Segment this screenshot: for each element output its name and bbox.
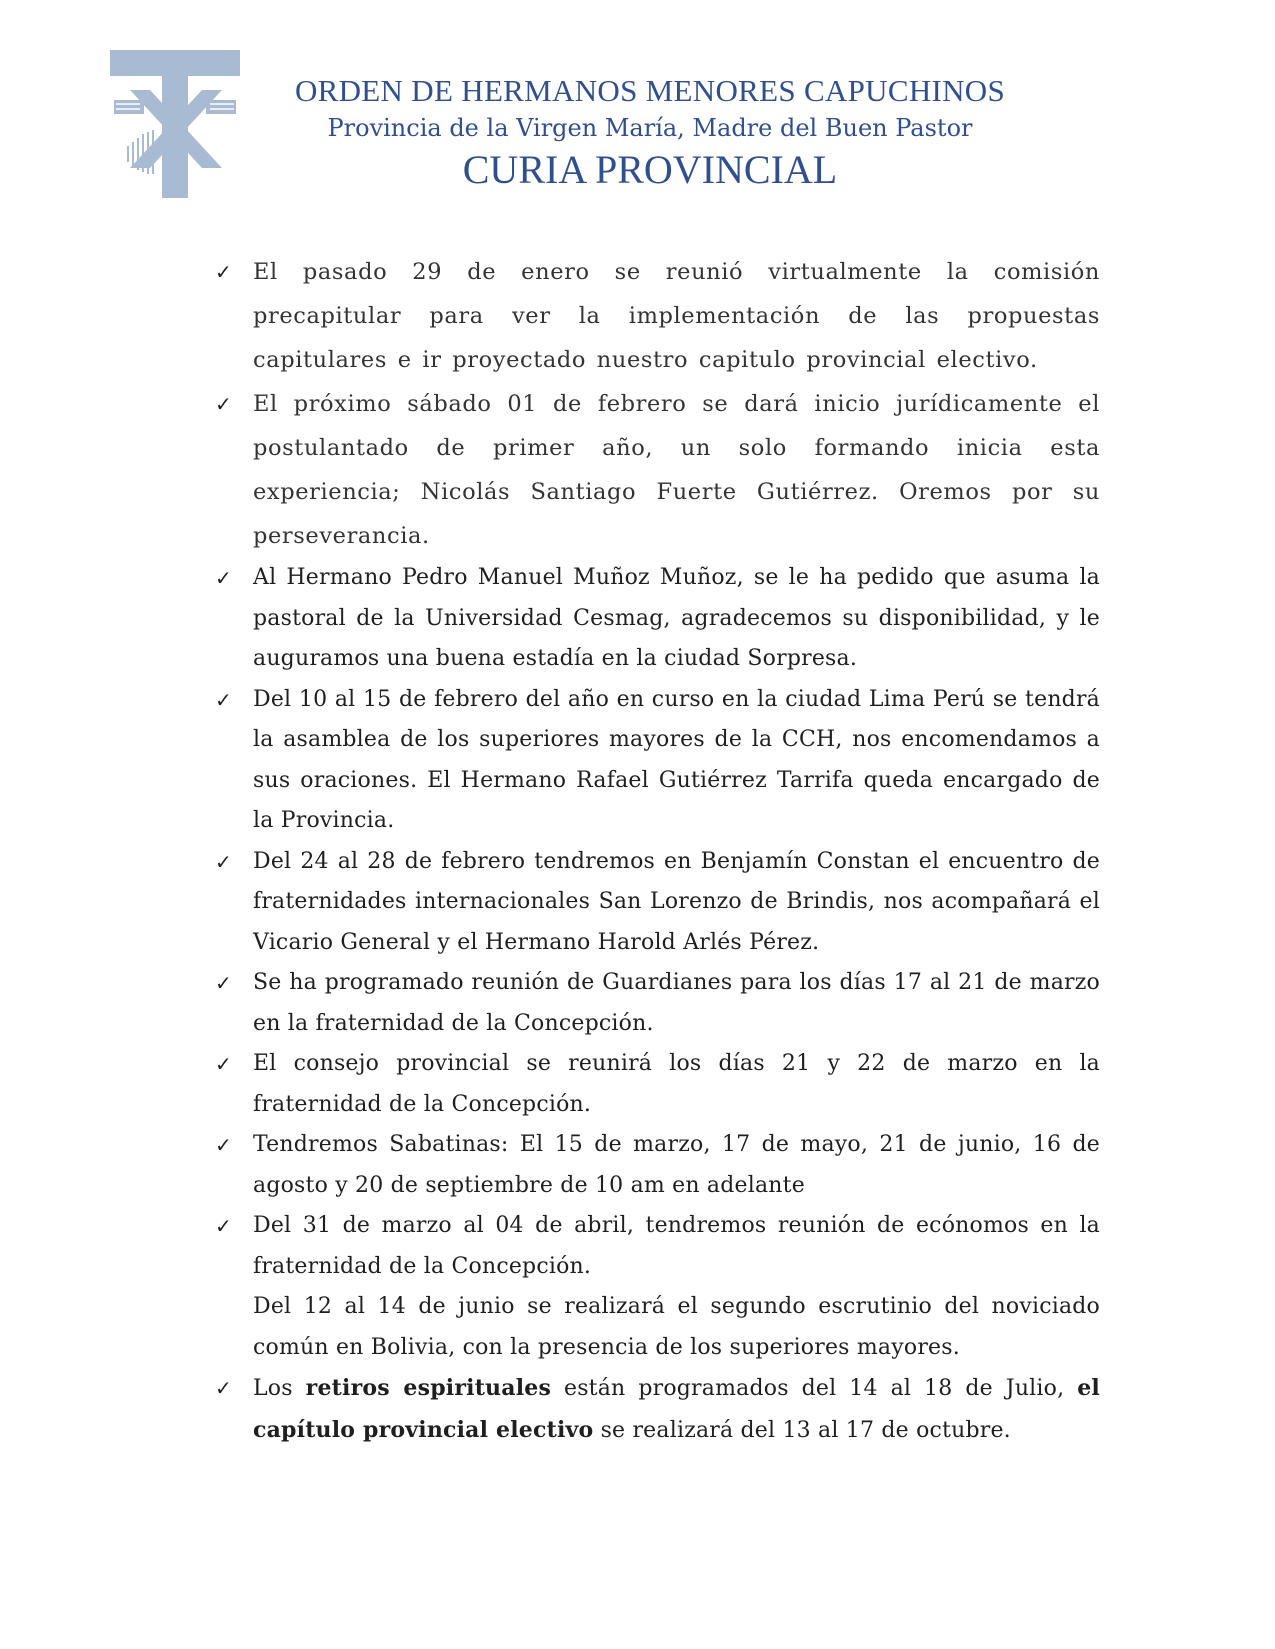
check-icon: ✓: [215, 1133, 232, 1157]
list-item-text: Se ha programado reunión de Guardianes para los días 17 al 21 de marzo en la fraternidad de la Concepción.: [253, 970, 1100, 1036]
order-name: ORDEN DE HERMANOS MENORES CAPUCHINOS: [294, 73, 1006, 108]
announcement-list: [215, 250, 1100, 1451]
list-item: [215, 250, 1100, 382]
list-item: [215, 1206, 1100, 1287]
check-icon: ✓: [215, 849, 232, 874]
list-item: [215, 963, 1100, 1044]
list-item-text: Del 31 de marzo al 04 de abril, tendremos reunión de ecónomos en la fraternidad de la Concepción.: [253, 1213, 1100, 1279]
last-item-text-3: se realizará del 13 al 17 de octubre.: [593, 1417, 1011, 1443]
list-item-text: El consejo provincial se reunirá los días 21 y 22 de marzo en la fraternidad de la Concepción.: [253, 1051, 1100, 1117]
check-icon: ✓: [215, 260, 233, 284]
list-item: [215, 558, 1100, 680]
last-item-bold-2: el capítulo provincial electivo: [253, 1375, 1100, 1443]
last-item-bold-1: retiros espirituales: [305, 1375, 552, 1401]
list-item: [215, 842, 1100, 964]
check-icon: ✓: [215, 971, 232, 995]
list-item-text: Del 24 al 28 de febrero tendremos en Benjamín Constan el encuentro de fraternidades internacionales San Lorenzo de Brindis, nos acompañará el Vicario General y el Hermano Harold Arlés Pérez.: [253, 848, 1100, 955]
list-item-text: El próximo sábado 01 de febrero se dará inicio jurídicamente el postulantado de primer año, un solo formando inicia esta experiencia; Nicolás Santiago Fuerte Gutiérrez. Oremos por su perseverancia.: [253, 391, 1100, 549]
check-icon: ✓: [215, 1052, 232, 1076]
list-item: [215, 382, 1100, 558]
list-item-text: Tendremos Sabatinas: El 15 de marzo, 17 de mayo, 21 de junio, 16 de agosto y 20 de septiembre de 10 am en adelante: [253, 1132, 1100, 1198]
curia-title: CURIA PROVINCIAL: [462, 146, 838, 192]
list-item: [215, 1044, 1100, 1125]
list-item-continuation: Del 12 al 14 de junio se realizará el segundo escrutinio del noviciado común en Bolivia, con la presencia de los superiores mayores.: [253, 1294, 1100, 1360]
check-icon: ✓: [215, 1214, 232, 1238]
letterhead: [0, 0, 1275, 230]
list-item-text: El pasado 29 de enero se reunió virtualmente la comisión precapitular para ver la implementación de las propuestas capitulares e ir proyectado nuestro capitulo provincial electivo.: [253, 259, 1100, 373]
province-name: Provincia de la Virgen María, Madre del Buen Pastor: [327, 114, 973, 143]
last-item-text-1: Los: [253, 1376, 306, 1401]
check-icon: ✓: [215, 1376, 232, 1400]
list-item: [215, 1125, 1100, 1206]
check-icon: ✓: [215, 687, 232, 712]
last-item-text-2: están programados del 14 al 18 de Julio,: [551, 1376, 1078, 1401]
check-icon: ✓: [215, 392, 233, 416]
list-item-text: Del 10 al 15 de febrero del año en curso en la ciudad Lima Perú se tendrá la asamblea de los superiores mayores de la CCH, nos encomendamos a sus oraciones. El Hermano Rafael Gutiérrez Tarrifa queda encargado de la Provincia.: [253, 686, 1100, 833]
franciscan-tau-icon: [110, 50, 250, 210]
check-icon: ✓: [215, 566, 232, 590]
list-item: [215, 1368, 1100, 1451]
list-item: [215, 680, 1100, 842]
list-item-text: Al Hermano Pedro Manuel Muñoz Muñoz, se le ha pedido que asuma la pastoral de la Universidad Cesmag, agradecemos su disponibilidad, y le auguramos una buena estadía en la ciudad Sorpresa.: [253, 565, 1100, 671]
